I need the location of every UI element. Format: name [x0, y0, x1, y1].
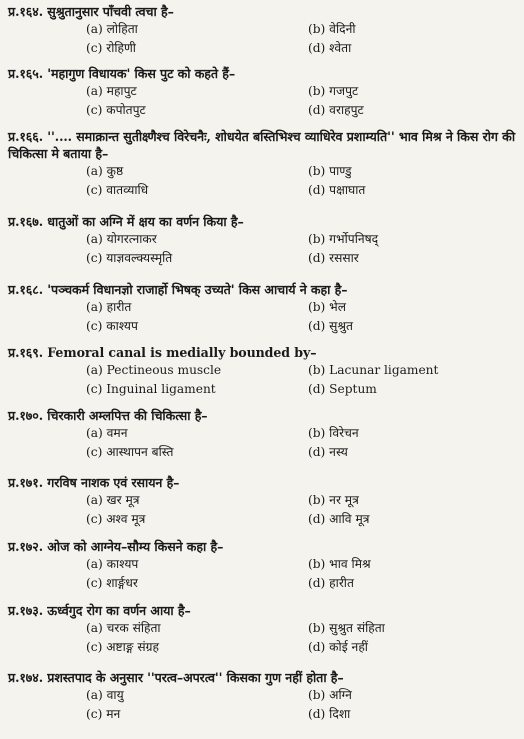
question-169 [8, 344, 520, 399]
option-d: (d) Septum [308, 382, 377, 396]
option-a: (a) खर मूत्र [86, 493, 140, 507]
question-171 [8, 474, 520, 529]
question-172 [8, 538, 520, 593]
question-165 [8, 65, 520, 120]
option-c: (c) मन [86, 707, 121, 721]
option-d: (d) वराहपुट [308, 103, 364, 117]
question-stem: प्र.१७३. ऊर्ध्वगुद रोग का वर्णन आया है– [8, 603, 191, 618]
option-d: (d) रससार [308, 251, 359, 265]
option-b: (b) गर्भोपनिषद् [308, 232, 379, 246]
question-stem: प्र.१७२. ओज को आग्नेय–सौम्य किसने कहा है– [8, 539, 224, 554]
option-b: (b) अग्नि [308, 688, 352, 702]
option-d: (d) दिशा [308, 707, 351, 721]
option-a: (a) काश्यप [86, 557, 139, 571]
question-167 [8, 213, 520, 268]
option-c: (c) शार्ङ्गधर [86, 576, 138, 590]
option-a: (a) लोहिता [86, 22, 138, 36]
option-d: (d) हारीत [308, 576, 354, 590]
option-b: (b) विरेचन [308, 426, 359, 440]
option-a: (a) चरक संहिता [86, 621, 161, 635]
option-c: (c) कपोतपुट [86, 103, 146, 117]
question-stem: प्र.१६६. ''.... समाक्रान्त सुतीक्ष्णैश्च विरेचनैः, शोधयेत बस्तिभिश्च व्याधिरेव प्रशाम्यति'' भाव मिश्र ने किस रोग की चिकित्सा मे बताया है– [8, 129, 515, 161]
option-b: (b) भाव मिश्र [308, 557, 371, 571]
option-a: (a) कुष्ठ [86, 164, 124, 178]
option-a: (a) Pectineous muscle [86, 363, 222, 377]
option-b: (b) सुश्रुत संहिता [308, 621, 385, 635]
question-170 [8, 407, 520, 462]
question-168 [8, 281, 520, 336]
question-stem: प्र.१६९. Femoral canal is medially bounded by– [8, 345, 317, 360]
option-a: (a) वायु [86, 688, 124, 702]
option-d: (d) नस्य [308, 445, 348, 459]
question-stem: प्र.१७१. गरविष नाशक एवं रसायन है– [8, 475, 180, 490]
option-a: (a) हारीत [86, 300, 132, 314]
question-164 [8, 3, 520, 58]
option-b: (b) गजपुट [308, 84, 359, 98]
question-174 [8, 669, 520, 724]
question-173 [8, 602, 520, 657]
option-b: (b) पाण्डु [308, 164, 352, 178]
question-stem: प्र.१७४. प्रशस्तपाद के अनुसार ''परत्व–अपरत्व'' किसका गुण नहीं होता है– [8, 670, 344, 685]
option-a: (a) वमन [86, 426, 128, 440]
option-d: (d) पक्षाघात [308, 183, 366, 197]
option-a: (a) महापुट [86, 84, 137, 98]
question-166 [8, 128, 520, 200]
option-c: (c) काश्यप [86, 319, 138, 333]
option-c: (c) Inguinal ligament [86, 382, 216, 396]
option-c: (c) अश्व मूत्र [86, 512, 146, 526]
option-c: (c) याज्ञवल्क्यस्मृति [86, 251, 173, 265]
option-d: (d) श्वेता [308, 41, 352, 55]
question-stem: प्र.१६७. धातुओं का अग्नि में क्षय का वर्णन किया है– [8, 214, 244, 229]
option-d: (d) आवि मूत्र [308, 512, 370, 526]
option-a: (a) योगरत्नाकर [86, 232, 157, 246]
option-c: (c) वातव्याधि [86, 183, 149, 197]
option-b: (b) नर मूत्र [308, 493, 359, 507]
option-d: (d) सुश्रुत [308, 319, 353, 333]
question-stem: प्र.१६४. सुश्रुतानुसार पाँचवी त्वचा है– [8, 4, 174, 19]
option-b: (b) Lacunar ligament [308, 363, 439, 377]
option-b: (b) भेल [308, 300, 347, 314]
option-b: (b) वेदिनी [308, 22, 356, 36]
question-stem: प्र.१६८. 'पञ्चकर्म विधानज्ञो राजार्हो भिषक् उच्यते' किस आचार्य ने कहा है– [8, 282, 348, 297]
option-c: (c) रोहिणी [86, 41, 136, 55]
option-d: (d) कोई नहीं [308, 640, 368, 654]
option-c: (c) अष्टाङ्ग संग्रह [86, 640, 159, 654]
option-c: (c) आस्थापन बस्ति [86, 445, 174, 459]
question-stem: प्र.१६५. 'महागुण विधायक' किस पुट को कहते हैं– [8, 66, 236, 81]
question-stem: प्र.१७०. चिरकारी अम्लपित्त की चिकित्सा है– [8, 408, 208, 423]
